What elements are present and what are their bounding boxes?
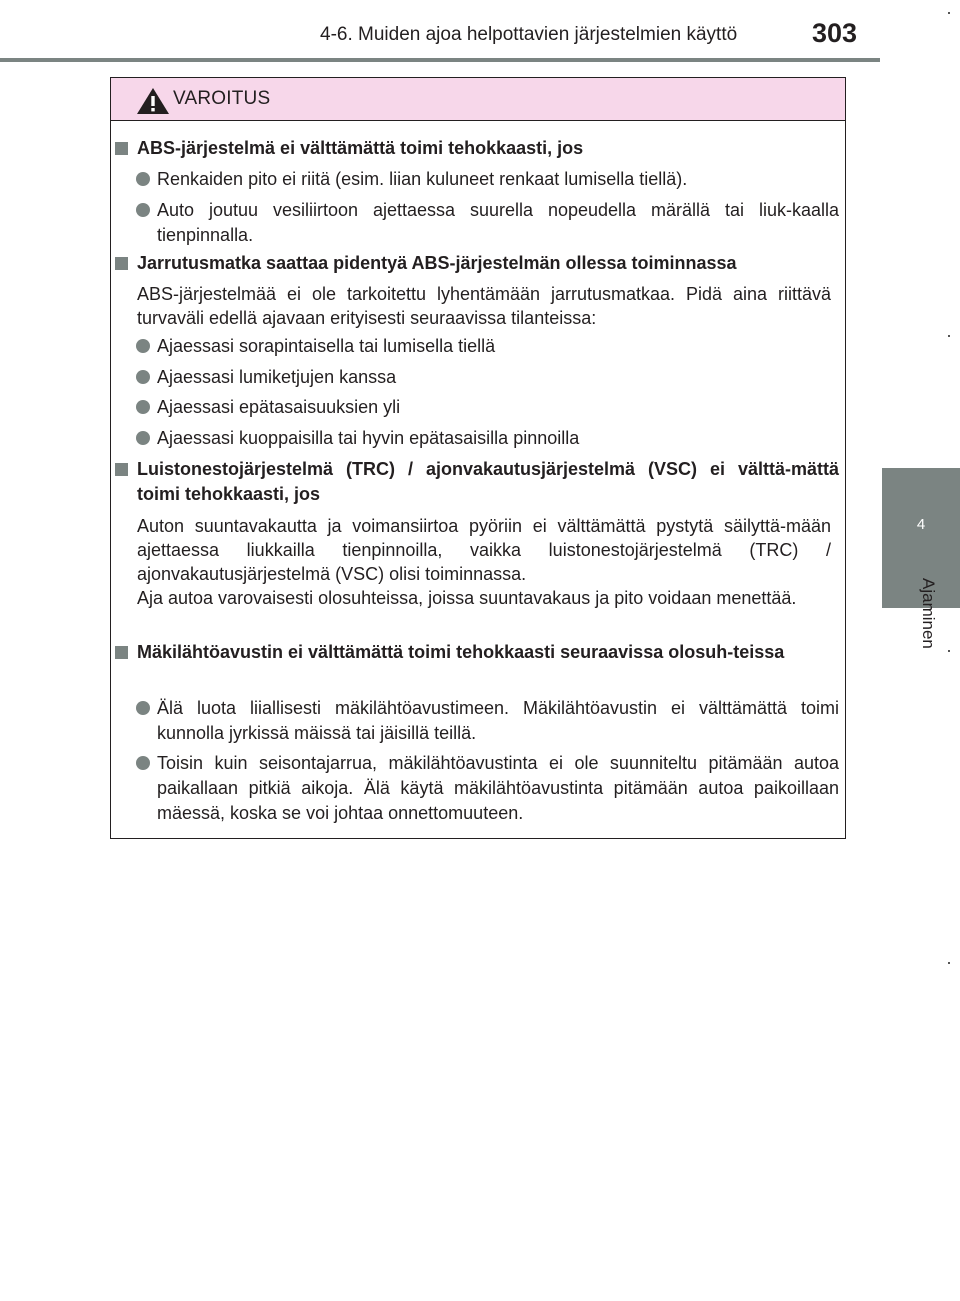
square-bullet-icon — [115, 142, 128, 155]
list-item: Ajaessasi lumiketjujen kanssa — [157, 365, 839, 390]
paragraph: Auton suuntavakautta ja voimansiirtoa pyöriin ei välttämättä pystytä säilyttä-mään ajettaessa liukkailla tienpinnoilla, vaikka luistonestojärjestelmä (TRC) / ajonvakautusjärjestelmä (VSC) olisi toiminnassa. — [137, 516, 831, 584]
list-item: Ajaessasi sorapintaisella tai lumisella tiellä — [157, 334, 839, 359]
section-heading: ABS-järjestelmä ei välttämättä toimi tehokkaasti, jos — [137, 136, 839, 161]
chapter-number: 4 — [916, 516, 926, 533]
warning-triangle-icon — [135, 86, 171, 116]
list-item: Auto joutuu vesiliirtoon ajettaessa suurella nopeudella märällä tai liuk-kaalla tienpinnalla. — [157, 198, 839, 248]
circle-bullet-icon — [136, 756, 150, 770]
circle-bullet-icon — [136, 203, 150, 217]
circle-bullet-icon — [136, 400, 150, 414]
circle-bullet-icon — [136, 370, 150, 384]
list-item: Älä luota liiallisesti mäkilähtöavustimeen. Mäkilähtöavustin ei välttämättä toimi kunnolla jyrkissä mäissä tai jäisillä teillä. — [157, 696, 839, 746]
square-bullet-icon — [115, 257, 128, 270]
square-bullet-icon — [115, 646, 128, 659]
square-bullet-icon — [115, 463, 128, 476]
section-title: 4-6. Muiden ajoa helpottavien järjestelmien käyttö — [320, 24, 738, 45]
paragraph: Aja autoa varovaisesti olosuhteissa, joissa suuntavakaus ja pito voidaan menettää. — [137, 588, 797, 608]
list-item: Toisin kuin seisontajarrua, mäkilähtöavustinta ei ole suunniteltu pitämään autoa paikallaan pitkiä aikoja. Älä käytä mäkilähtöavustinta pitämään autoa paikoillaan mäessä, koska se voi johtaa onnettomuuteen. — [157, 751, 839, 826]
list-item: Ajaessasi epätasaisuuksien yli — [157, 395, 839, 420]
crop-mark — [948, 650, 950, 652]
list-item: Renkaiden pito ei riitä (esim. liian kuluneet renkaat lumisella tiellä). — [157, 167, 839, 192]
crop-mark — [948, 12, 950, 14]
crop-mark — [948, 335, 950, 337]
chapter-label: Ajaminen — [919, 578, 938, 649]
warning-label: VAROITUS — [173, 88, 271, 109]
warning-box — [110, 77, 846, 839]
crop-mark — [948, 962, 950, 964]
section-heading: Jarrutusmatka saattaa pidentyä ABS-järjestelmän ollessa toiminnassa — [137, 251, 839, 276]
circle-bullet-icon — [136, 701, 150, 715]
circle-bullet-icon — [136, 339, 150, 353]
paragraph: ABS-järjestelmää ei ole tarkoitettu lyhentämään jarrutusmatkaa. Pidä aina riittävä turvaväli edellä ajavaan erityisesti seuraavissa tilanteissa: — [137, 284, 831, 328]
list-item: Ajaessasi kuoppaisilla tai hyvin epätasaisilla pinnoilla — [157, 426, 839, 451]
circle-bullet-icon — [136, 172, 150, 186]
section-heading: Mäkilähtöavustin ei välttämättä toimi tehokkaasti seuraavissa olosuh-teissa — [137, 640, 839, 665]
section-heading: Luistonestojärjestelmä (TRC) / ajonvakautusjärjestelmä (VSC) ei välttä-mättä toimi tehokkaasti, jos — [137, 457, 839, 507]
circle-bullet-icon — [136, 431, 150, 445]
page-number: 303 — [812, 18, 858, 48]
header-rule — [0, 58, 880, 62]
warning-header — [111, 78, 845, 121]
